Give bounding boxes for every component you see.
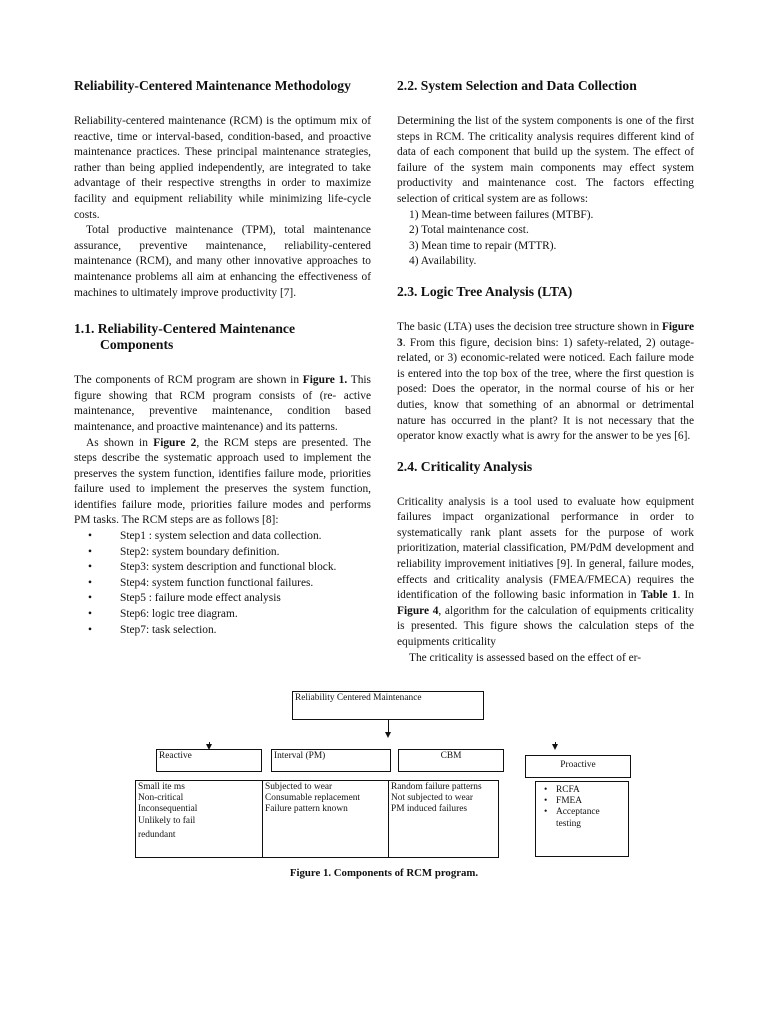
list-item: 1) Mean-time between failures (MTBF). xyxy=(409,208,594,221)
list-item: • Step1 : system selection and data collection. xyxy=(74,529,371,545)
proactive-items-box xyxy=(535,781,629,857)
figure-4-ref[interactable]: Figure 4 xyxy=(397,604,439,617)
paragraph-system-selection: Determining the list of the system components is one of the first steps in RCM. The criticality analysis requires different kind of data of each component that build up the system. The effect of failure of the system main components may effect system productivity and maintenance cost. The factors effecting selection of critical system are as follows: xyxy=(397,115,694,205)
paragraph-lta: The basic (LTA) uses the decision tree structure shown in Figure 3. From this figure, decision bins: 1) safety-related, 2) outage-related, or 3) economic-related were noticed. Each failure mode is entered into the top box of the tree, where the first question is posed: Does the operator, in the normal course of his or her duties, know that something of an abnormal or detrimental nature has occurred in the plant? It is not necessary that the operator know exactly what is awry for the answer to be yes [6]. xyxy=(397,320,694,443)
paragraph-criticality-assessed: The criticality is assessed based on the effect of er- xyxy=(409,651,642,664)
list-item: 3) Mean time to repair (MTTR). xyxy=(409,239,557,252)
arrow-down-icon xyxy=(206,744,212,750)
factors-list xyxy=(397,208,694,270)
reactive-box: Reactive xyxy=(156,749,262,772)
arrow-down-icon xyxy=(552,744,558,750)
figure-1-ref[interactable]: Figure 1. xyxy=(302,374,348,387)
list-item: • Step7: task selection. xyxy=(74,623,371,639)
list-item: • RCFA xyxy=(538,785,626,796)
paragraph-tpm: Total productive maintenance (TPM), total maintenance assurance, preventive maintenance, reliability-centered maintenance (RCM), and many other innovative approaches to maintenance problems all aim at enhancing the effectiveness of machines to ultimately improve productivity [7]. xyxy=(74,224,371,299)
paragraph-criticality: Criticality analysis is a tool used to evaluate how equipment failures impact organizational performance in order to systematically rank plant assets for the purpose of work prioritization, material classification, PM/PdM development and reliability improvement initiatives [9]. In general, failure modes, effects and criticality analysis (FMEA/FMECA) requires the identification of the following basic information in Table 1. In Figure 4, algorithm for the calculation of equipments criticality is presented. This figure shows the calculation steps of the equipments criticality xyxy=(397,495,694,649)
arrow-down-icon xyxy=(385,732,391,738)
list-item: • Step6: logic tree diagram. xyxy=(74,607,371,623)
figure-2-ref[interactable]: Figure 2 xyxy=(153,436,197,449)
rcm-top-box: Reliability Centered Maintenance xyxy=(292,691,484,720)
list-item: • Acceptance testing xyxy=(538,807,626,829)
paragraph-rcm-definition: Reliability-centered maintenance (RCM) is the optimum mix of reactive, time or interval-based, condition-based, and proactive maintenance practices. These principal maintenance strategies, rather than being applied independently, are integrated to take advantage of their respective strengths in order to maximize facility and equipment reliability while minimizing life-cycle costs. xyxy=(74,115,371,221)
proactive-box: Proactive xyxy=(525,755,631,778)
figure-3-ref[interactable]: Figure 3 xyxy=(397,320,694,349)
left-column xyxy=(74,78,371,638)
list-item: • Step3: system description and functional block. xyxy=(74,560,371,576)
list-item: Small ite ms xyxy=(138,782,185,792)
list-item: Failure pattern known xyxy=(265,804,348,815)
reactive-items-box xyxy=(135,780,263,858)
list-item: • FMEA xyxy=(538,796,626,807)
list-item: Non-critical xyxy=(138,793,184,804)
interval-items-box xyxy=(262,780,389,858)
proactive-list xyxy=(538,785,626,830)
section-heading-2-3: 2.3. Logic Tree Analysis (LTA) xyxy=(397,283,573,299)
section-heading-2-2: 2.2. System Selection and Data Collection xyxy=(397,78,637,93)
section-heading-2-4: 2.4. Criticality Analysis xyxy=(397,458,533,474)
list-item: • Step2: system boundary definition. xyxy=(74,545,371,561)
list-item: Consumable replacement xyxy=(265,793,361,804)
table-1-ref[interactable]: Table 1 xyxy=(640,589,678,602)
connector-line xyxy=(555,742,556,748)
list-item: 4) Availability. xyxy=(409,255,477,268)
connector-line xyxy=(388,720,389,734)
right-column xyxy=(397,78,694,666)
section-title-rcm-methodology: Reliability-Centered Maintenance Methodology xyxy=(74,78,351,93)
list-item: • Step4: system function functional failures. xyxy=(74,576,371,592)
list-item: Not subjected to wear xyxy=(391,793,474,804)
paragraph-rcm-steps: As shown in Figure 2, the RCM steps are presented. The steps describe the systematic approach used to implement the preserves the system function, identifies failure mode, priorities failure used to implement the preserves the system function, identifies failure mode, priorities failure modes and performs PM tasks. The RCM steps are as follows [8]: xyxy=(74,436,371,527)
list-item: Inconsequential xyxy=(138,804,198,815)
cbm-box: CBM xyxy=(398,749,504,772)
list-item: • Step5 : failure mode effect analysis xyxy=(74,591,371,607)
section-heading-1-1: 1.1. Reliability-Centered Maintenance Components xyxy=(74,321,295,353)
interval-pm-box: Interval (PM) xyxy=(271,749,391,772)
list-item: PM induced failures xyxy=(391,804,468,815)
list-item: Unlikely to fail xyxy=(138,815,196,826)
cbm-items-box xyxy=(388,780,499,858)
list-item: redundant xyxy=(138,829,176,840)
list-item: Subjected to wear xyxy=(265,782,333,792)
paragraph-rcm-components: The components of RCM program are shown in Figure 1. This figure showing that RCM program consists of (re- active maintenance, preventive maintenance, condition based maintenance, and proactive maintenance) and its patterns. xyxy=(74,374,371,433)
list-item: Random failure patterns xyxy=(391,782,482,792)
list-item: 2) Total maintenance cost. xyxy=(409,224,529,237)
figure-1-caption: Figure 1. Components of RCM program. xyxy=(289,867,479,879)
connector-line xyxy=(209,742,210,748)
rcm-steps-list xyxy=(74,529,371,638)
